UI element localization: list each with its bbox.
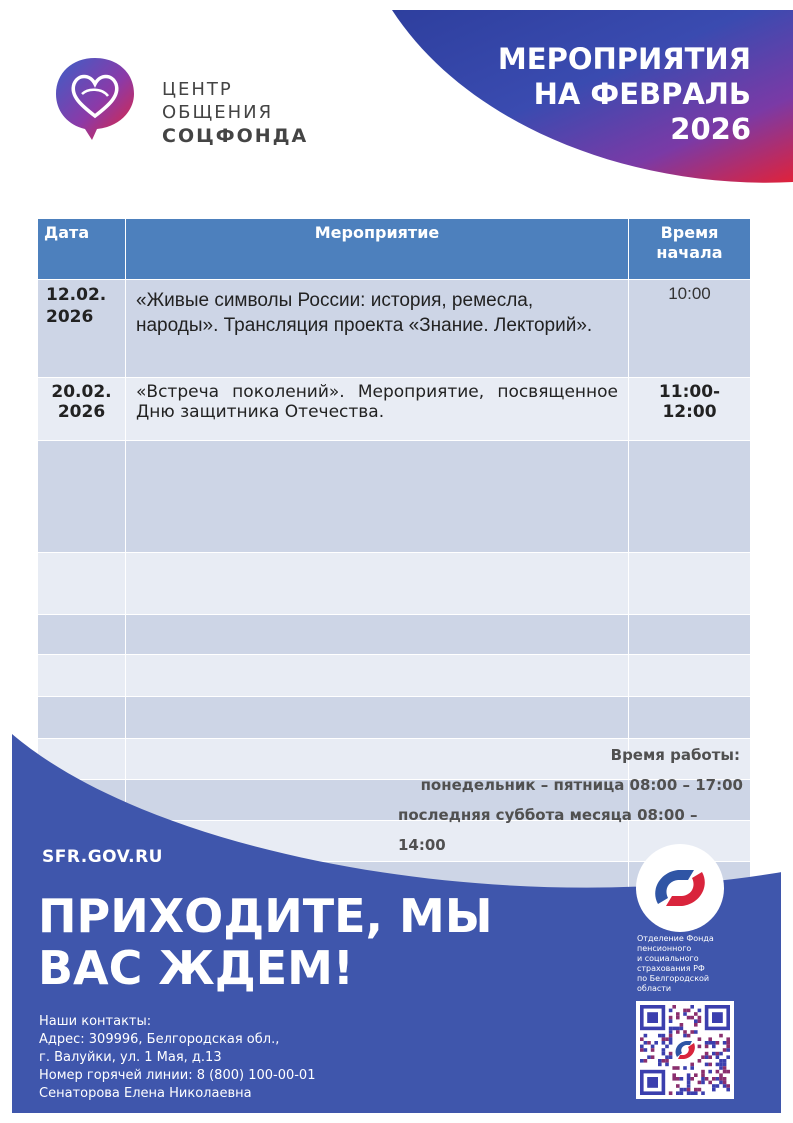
contacts-address-2: г. Валуйки, ул. 1 Мая, д.13 [39, 1050, 222, 1065]
logo-line-3: СОЦФОНДА [162, 125, 309, 147]
contacts-address-1: Адрес: 309996, Белгородская обл., [39, 1032, 280, 1047]
title-line-1: МЕРОПРИЯТИЯ [497, 42, 751, 76]
row-2-date: 20.02. 2026 [38, 378, 126, 441]
qr-code-icon [640, 1005, 730, 1095]
contacts-person: Сенаторова Елена Николаевна [39, 1086, 252, 1101]
row-2-event: «Встреча поколений». Мероприятие, посвященное Дню защитника Отечества. [126, 378, 629, 441]
contacts-heading: Наши контакты: [39, 1014, 152, 1029]
table-row-empty [38, 441, 751, 553]
hours-saturday: последняя суббота месяца 08:00 – 14:00 [398, 806, 698, 854]
working-hours [398, 740, 743, 860]
table-row [38, 280, 751, 378]
sfr-caption [637, 934, 737, 994]
logo-line-2: ОБЩЕНИЯ [162, 102, 274, 123]
sfr-logo [636, 844, 724, 932]
hours-title: Время работы: [610, 746, 740, 764]
table-header-row [38, 219, 751, 280]
title-line-2: НА ФЕВРАЛЬ [533, 77, 751, 111]
row-2-time: 11:00-12:00 [629, 378, 751, 441]
hours-weekdays: понедельник – пятница 08:00 – 17:00 [420, 776, 743, 794]
sfr-caption-line: страхования РФ [637, 964, 705, 973]
row-1-event: «Живые символы России: история, ремесла, народы». Трансляция проекта «Знание. Лекторий». [126, 280, 629, 378]
website-link[interactable]: SFR.GOV.RU [42, 847, 163, 867]
title-line-3: 2026 [670, 112, 751, 146]
contacts-hotline: Номер горячей линии: 8 (800) 100-00-01 [39, 1068, 316, 1083]
table-row-empty [38, 553, 751, 615]
page-title [451, 42, 751, 147]
sfr-caption-line: и социального [637, 954, 699, 963]
header-event: Мероприятие [126, 219, 629, 280]
row-1-time: 10:00 [629, 280, 751, 378]
row-1-date: 12.02. 2026 [38, 280, 126, 378]
contacts-block [39, 1013, 315, 1103]
table-row-empty [38, 615, 751, 655]
qr-code[interactable] [636, 1001, 734, 1099]
slogan: ПРИХОДИТЕ, МЫ ВАС ЖДЕМ! [38, 889, 493, 995]
sfr-caption-line: Отделение Фонда [637, 934, 714, 943]
sfr-caption-line: области [637, 984, 672, 993]
header-time: Время начала [629, 219, 751, 280]
logo-wordmark [162, 78, 308, 148]
logo-line-1: ЦЕНТР [162, 79, 233, 100]
heart-bubble-logo-icon [52, 54, 138, 140]
sfr-caption-line: по Белгородской [637, 974, 710, 983]
sfr-caption-line: пенсионного [637, 944, 692, 953]
table-row-empty [38, 655, 751, 697]
sfr-emblem-icon [648, 864, 712, 912]
table-row [38, 378, 751, 441]
header-date: Дата [38, 219, 126, 280]
